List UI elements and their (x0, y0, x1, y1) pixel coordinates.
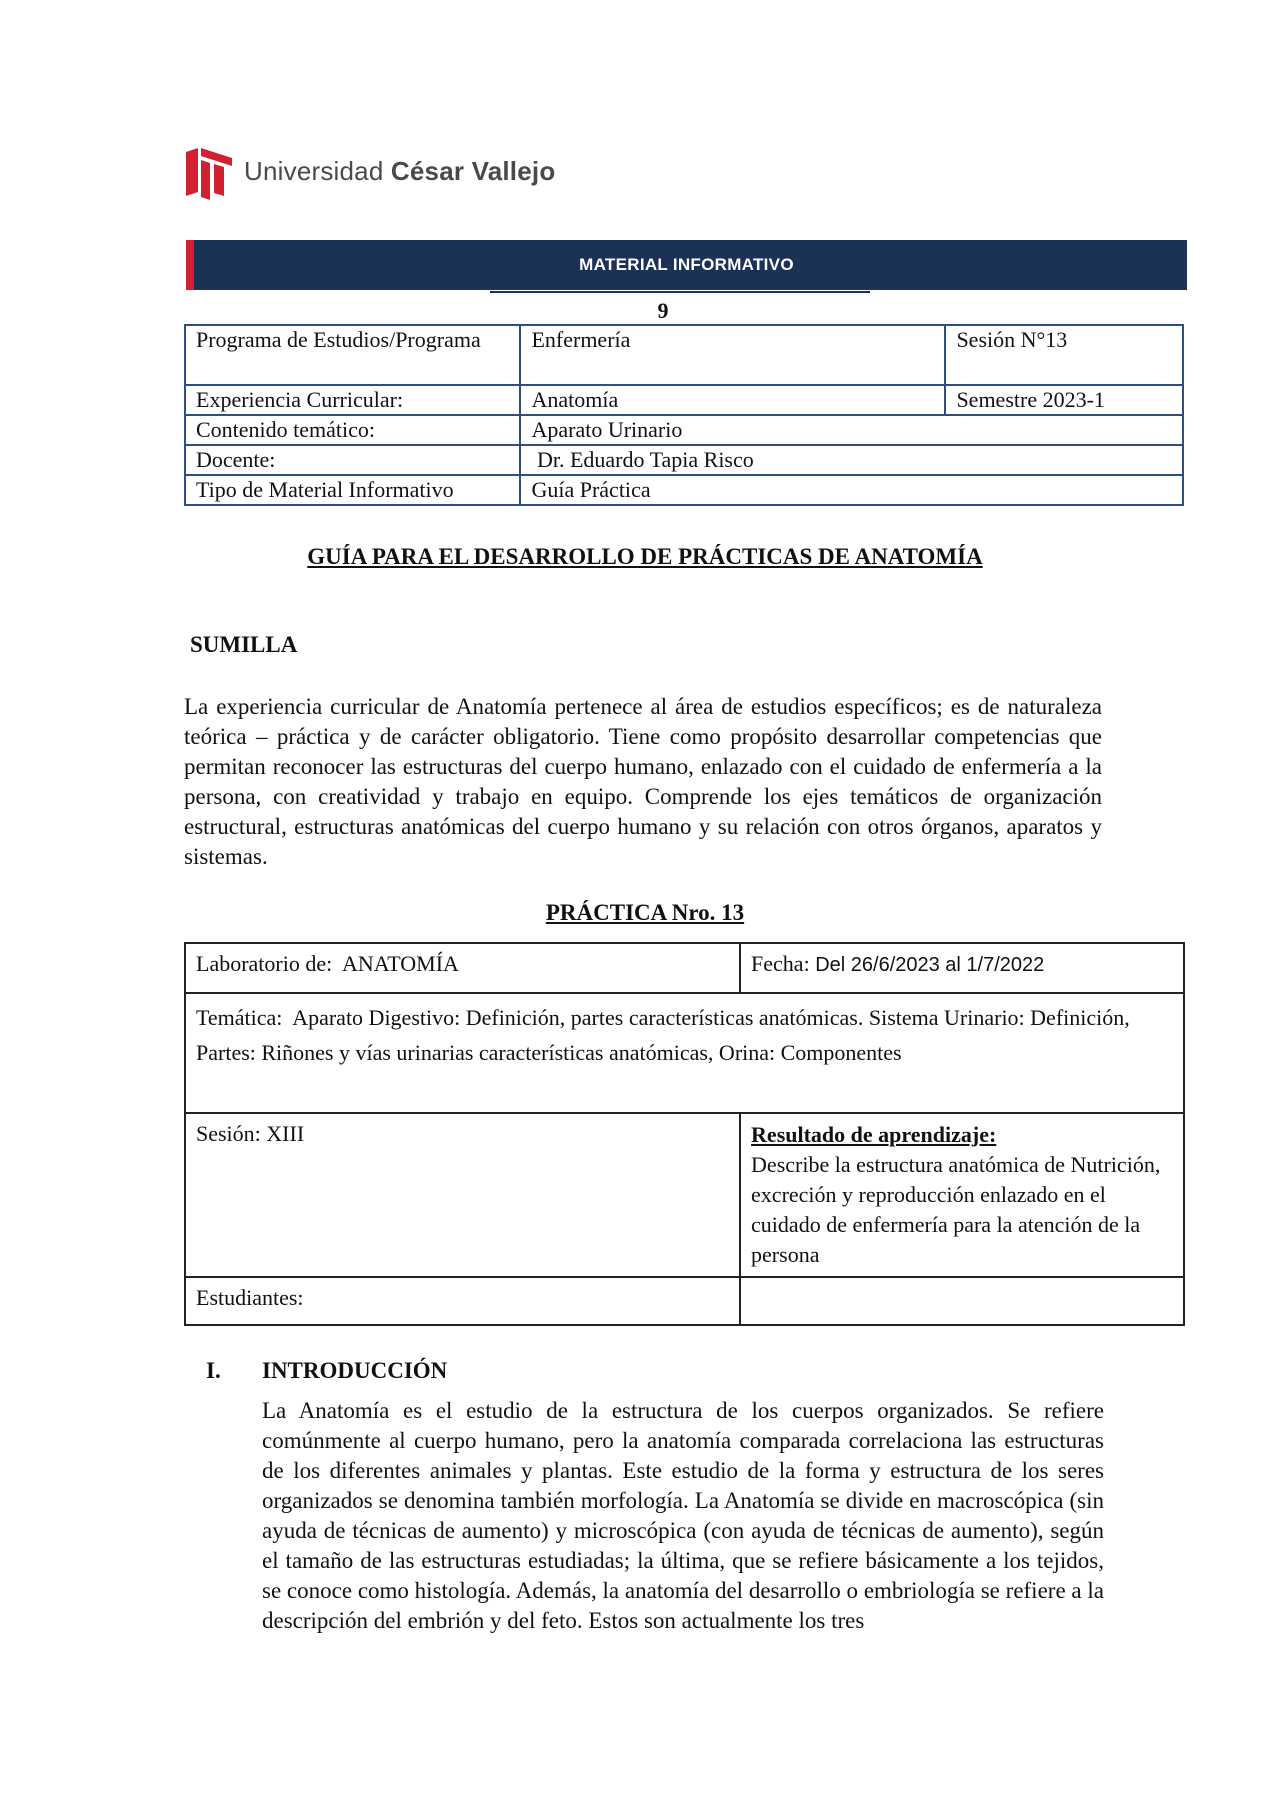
sumilla-heading: SUMILLA (190, 632, 298, 657)
table-row (185, 325, 1183, 385)
result-text: Describe la estructura anatómica de Nutrición, excreción y reproducción enlazado en el cuidado de enfermería para la atención de la persona (751, 1152, 1161, 1267)
sumilla-paragraph: La experiencia curricular de Anatomía pertenece al área de estudios específicos; es de naturaleza teórica – práctica y de carácter obligatorio. Tiene como propósito desarrollar competencias que permitan reconocer las estructuras del cuerpo humano, enlazado con el cuidado de enfermería a la persona, con creatividad y trabajo en equipo. Comprende los ejes temáticos de organización estructural, estructuras anatómicas del cuerpo humano y su relación con otros órganos, aparatos y sistemas. (184, 694, 1102, 869)
table-row (185, 993, 1184, 1113)
intro-paragraph: La Anatomía es el estudio de la estructura de los cuerpos organizados. Se refiere comúnmente al cuerpo humano, pero la anatomía comparada correlaciona las estructuras de los diferentes animales y plantas. Este estudio de la forma y estructura de los seres organizados se denomina también morfología. La Anatomía se divide en macroscópica (sin ayuda de técnicas de aumento) y microscópica (con ayuda de técnicas de aumento), según el tamaño de las estructuras estudiadas; la última, que se refiere básicamente a los tejidos, se conoce como histología. Además, la anatomía del desarrollo o embriología se refiere a la descripción del embrión y del feto. Estos son actualmente los tres (262, 1398, 1104, 1633)
curricular-label: Experiencia Curricular: (185, 385, 520, 415)
result-cell (740, 1113, 1184, 1277)
lab-cell: Laboratorio de: ANATOMÍA (185, 943, 740, 993)
type-label: Tipo de Material Informativo (185, 475, 520, 505)
teacher-label: Docente: (185, 445, 520, 475)
session-value: Sesión N°13 (945, 325, 1183, 385)
banner-underline (490, 291, 870, 293)
intro-number: I. (206, 1358, 221, 1383)
curricular-value: Anatomía (520, 385, 945, 415)
session-cell: Sesión: XIII (185, 1113, 740, 1277)
students-value-cell (740, 1277, 1184, 1325)
result-label: Resultado de aprendizaje: (751, 1122, 997, 1147)
table-row (185, 385, 1183, 415)
content-value: Aparato Urinario (520, 415, 1183, 445)
students-cell: Estudiantes: (185, 1277, 740, 1325)
material-banner (186, 240, 1187, 290)
guide-title: GUÍA PARA EL DESARROLLO DE PRÁCTICAS DE ANATOMÍA (307, 544, 983, 569)
practice-title: PRÁCTICA Nro. 13 (545, 900, 745, 925)
date-value: Del 26/6/2023 al 1/7/2022 (815, 954, 1045, 976)
type-value: Guía Práctica (520, 475, 1183, 505)
practice-table (184, 942, 1185, 1326)
university-logo (186, 148, 556, 204)
table-row (185, 415, 1183, 445)
semester-value: Semestre 2023-1 (945, 385, 1183, 415)
content-label: Contenido temático: (185, 415, 520, 445)
course-info-table (184, 324, 1184, 506)
page-number: 9 (657, 298, 669, 323)
table-row (185, 1113, 1184, 1277)
teacher-value: Dr. Eduardo Tapia Risco (520, 445, 1183, 475)
program-value: Enfermería (520, 325, 945, 385)
university-shield-icon (186, 148, 232, 200)
program-label: Programa de Estudios/Programa (185, 325, 520, 385)
table-row (185, 943, 1184, 993)
date-cell (740, 943, 1184, 993)
intro-heading: INTRODUCCIÓN (262, 1358, 448, 1383)
university-name: Universidad César Vallejo (244, 156, 556, 186)
table-row (185, 445, 1183, 475)
date-label: Fecha: (751, 951, 816, 976)
table-row (185, 1277, 1184, 1325)
banner-title: MATERIAL INFORMATIVO (579, 255, 794, 274)
table-row (185, 475, 1183, 505)
topic-cell: Temática: Aparato Digestivo: Definición, partes características anatómicas. Sistema Urinario: Definición, Partes: Riñones y vías urinarias características anatómicas, Orina: Componentes (185, 993, 1184, 1113)
